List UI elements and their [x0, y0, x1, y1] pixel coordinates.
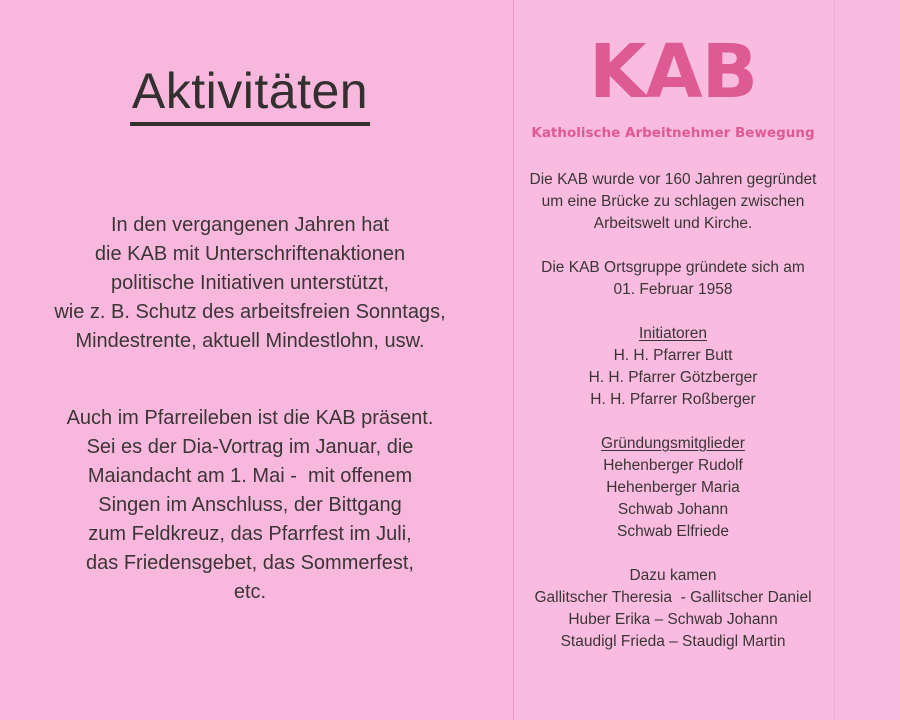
text-line: Maiandacht am 1. Mai - mit offenem	[87, 465, 413, 487]
activities-heading	[0, 62, 500, 126]
text-line: wie z. B. Schutz des arbeitsfreien Sonntags,	[54, 301, 446, 323]
intro-paragraph	[513, 169, 833, 235]
founding-members-section	[513, 433, 833, 543]
activities-paragraph-2	[20, 404, 480, 607]
member-name: Hehenberger Maria	[606, 479, 740, 496]
right-panel-flap	[834, 0, 900, 720]
joined-section	[513, 565, 833, 653]
text-line: Auch im Pfarreileben ist die KAB präsent.	[66, 407, 434, 429]
member-name: Hehenberger Rudolf	[603, 457, 743, 474]
text-line: Die KAB wurde vor 160 Jahren gegründet	[529, 171, 817, 188]
text-line: politische Initiativen unterstützt,	[111, 272, 389, 294]
initiators-section	[513, 323, 833, 411]
founding-members-title: Gründungsmitglieder	[601, 435, 745, 452]
text-line: Mindestrente, aktuell Mindestlohn, usw.	[75, 330, 425, 352]
joined-name: Huber Erika – Schwab Johann	[568, 611, 778, 628]
initiator-name: H. H. Pfarrer Butt	[613, 347, 733, 364]
text-line: Arbeitswelt und Kirche.	[593, 215, 753, 232]
text-line: zum Feldkreuz, das Pfarrfest im Juli,	[88, 523, 412, 545]
member-name: Schwab Elfriede	[616, 523, 729, 540]
activities-heading-text: Aktivitäten	[130, 62, 370, 126]
joined-name: Gallitscher Theresia - Gallitscher Daniel	[534, 589, 812, 606]
founding-paragraph	[513, 257, 833, 301]
initiator-name: H. H. Pfarrer Götzberger	[588, 369, 758, 386]
text-line: In den vergangenen Jahren hat	[111, 214, 389, 236]
joined-title: Dazu kamen	[629, 567, 717, 584]
activities-paragraph-1	[20, 211, 480, 356]
joined-name: Staudigl Frieda – Staudigl Martin	[560, 633, 786, 650]
founding-date: 01. Februar 1958	[613, 281, 733, 298]
text-line: die KAB mit Unterschriftenaktionen	[94, 243, 406, 265]
text-line: um eine Brücke zu schlagen zwischen	[541, 193, 805, 210]
text-line: Sei es der Dia-Vortrag im Januar, die	[86, 436, 414, 458]
text-line: das Friedensgebet, das Sommerfest,	[86, 552, 414, 574]
kab-logo: KAB	[588, 29, 758, 115]
initiators-title: Initiatoren	[638, 325, 708, 342]
member-name: Schwab Johann	[617, 501, 729, 518]
kab-subtitle: Katholische Arbeitnehmer Bewegung	[531, 125, 815, 141]
text-line: etc.	[233, 581, 267, 603]
text-line: Die KAB Ortsgruppe gründete sich am	[541, 259, 805, 276]
initiator-name: H. H. Pfarrer Roßberger	[590, 391, 756, 408]
text-line: Singen im Anschluss, der Bittgang	[98, 494, 402, 516]
